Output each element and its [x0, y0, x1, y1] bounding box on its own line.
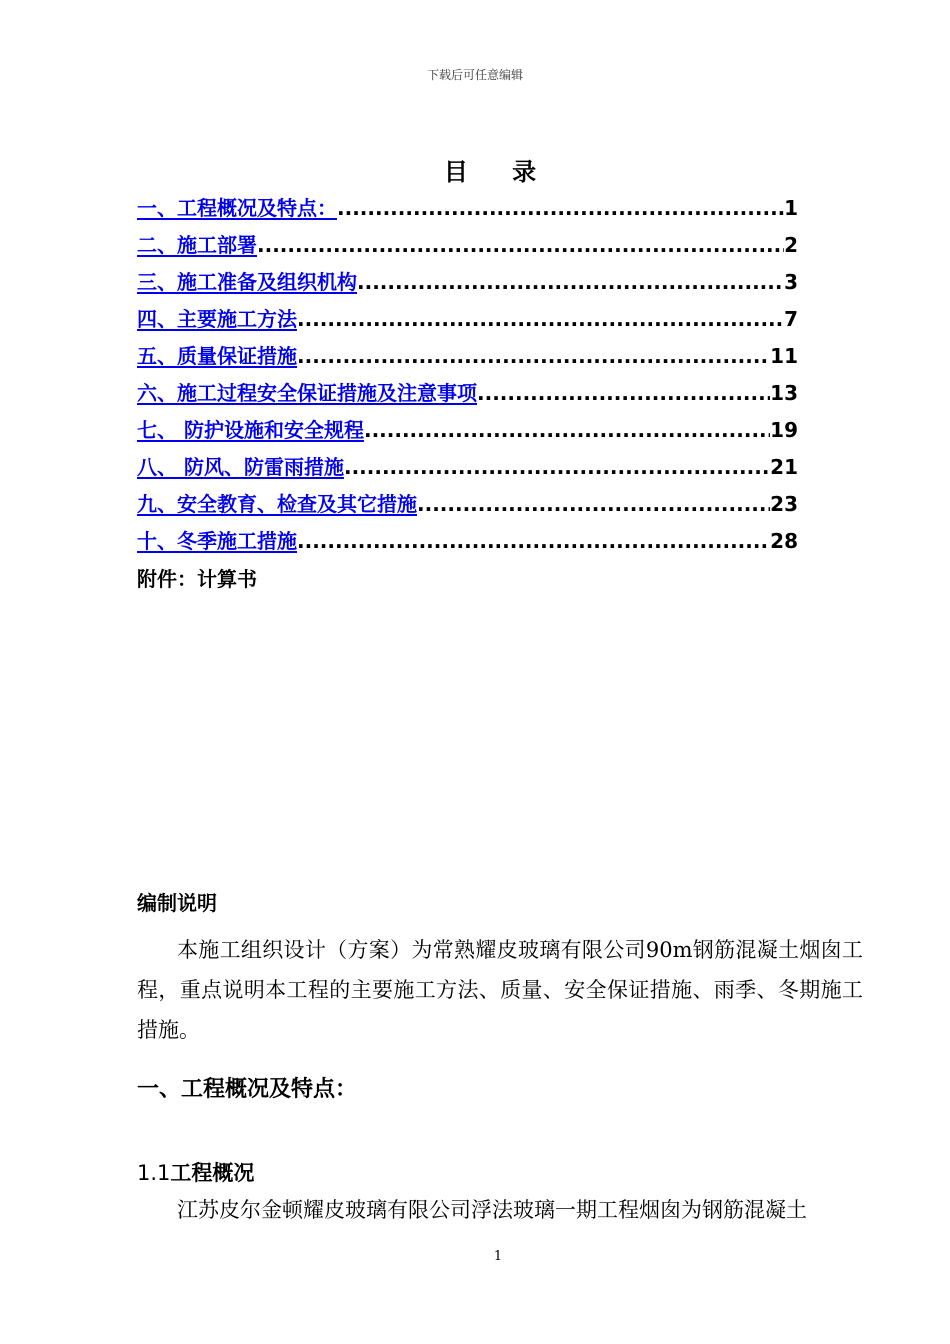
toc-leader-dots	[257, 233, 784, 257]
toc-appendix: 附件：计算书	[137, 567, 257, 591]
toc-entry	[137, 525, 798, 562]
toc-link[interactable]: 十、冬季施工措施	[137, 529, 297, 553]
toc-link[interactable]: 五、质量保证措施	[137, 344, 297, 368]
toc-page-number: 11	[770, 344, 798, 368]
toc-leader-dots	[297, 344, 770, 368]
toc-leader-dots	[357, 270, 784, 294]
toc-entry	[137, 229, 798, 266]
section-body-text: 江苏皮尔金顿耀皮玻璃有限公司浮法玻璃一期工程烟囱为钢筋混凝土	[177, 1198, 807, 1222]
section-heading: 一、工程概况及特点：	[137, 1077, 358, 1102]
toc-leader-dots	[477, 381, 770, 405]
header-note: 下载后可任意编辑	[426, 68, 523, 82]
compile-note-body: 本施工组织设计（方案）为常熟耀皮玻璃有限公司90m钢筋混凝土烟囱工程，重点说明本工程的主要施工方法、质量、安全保证措施、雨季、冬期施工措施。	[137, 938, 863, 1042]
toc-link[interactable]: 三、施工准备及组织机构	[137, 270, 357, 294]
toc-leader-dots	[297, 529, 770, 553]
toc-entry	[137, 414, 798, 451]
toc-link[interactable]: 二、施工部署	[137, 233, 257, 257]
toc-leader-dots	[297, 307, 784, 331]
toc-entry	[137, 488, 798, 525]
toc-leader-dots	[417, 492, 770, 516]
toc-link[interactable]: 七、 防护设施和安全规程	[137, 418, 364, 442]
toc-title: 目 录	[443, 158, 555, 186]
toc-leader-dots	[337, 196, 784, 220]
toc-leader-dots	[344, 455, 770, 479]
toc-link[interactable]: 四、主要施工方法	[137, 307, 297, 331]
toc-entry	[137, 377, 798, 414]
table-of-contents	[137, 192, 798, 562]
toc-entry	[137, 340, 798, 377]
toc-page-number: 1	[784, 196, 798, 220]
toc-page-number: 2	[784, 233, 798, 257]
subsection-number: 1.1	[137, 1161, 171, 1185]
toc-page-number: 3	[784, 270, 798, 294]
compile-note-title: 编制说明	[137, 891, 217, 915]
subsection-title: 工程概况	[170, 1161, 255, 1185]
toc-page-number: 28	[770, 529, 798, 553]
toc-page-number: 7	[784, 307, 798, 331]
toc-entry	[137, 303, 798, 340]
toc-leader-dots	[364, 418, 770, 442]
toc-link[interactable]: 九、安全教育、检查及其它措施	[137, 492, 417, 516]
page-number: 1	[493, 1249, 503, 1264]
toc-link[interactable]: 六、施工过程安全保证措施及注意事项	[137, 381, 477, 405]
subsection-heading	[137, 1157, 254, 1187]
toc-page-number: 21	[770, 455, 798, 479]
toc-page-number: 13	[770, 381, 798, 405]
toc-entry	[137, 192, 798, 229]
toc-entry	[137, 451, 798, 488]
toc-link[interactable]: 一、工程概况及特点：	[137, 196, 337, 220]
toc-link[interactable]: 八、 防风、防雷雨措施	[137, 455, 344, 479]
toc-page-number: 23	[770, 492, 798, 516]
toc-entry	[137, 266, 798, 303]
toc-page-number: 19	[770, 418, 798, 442]
